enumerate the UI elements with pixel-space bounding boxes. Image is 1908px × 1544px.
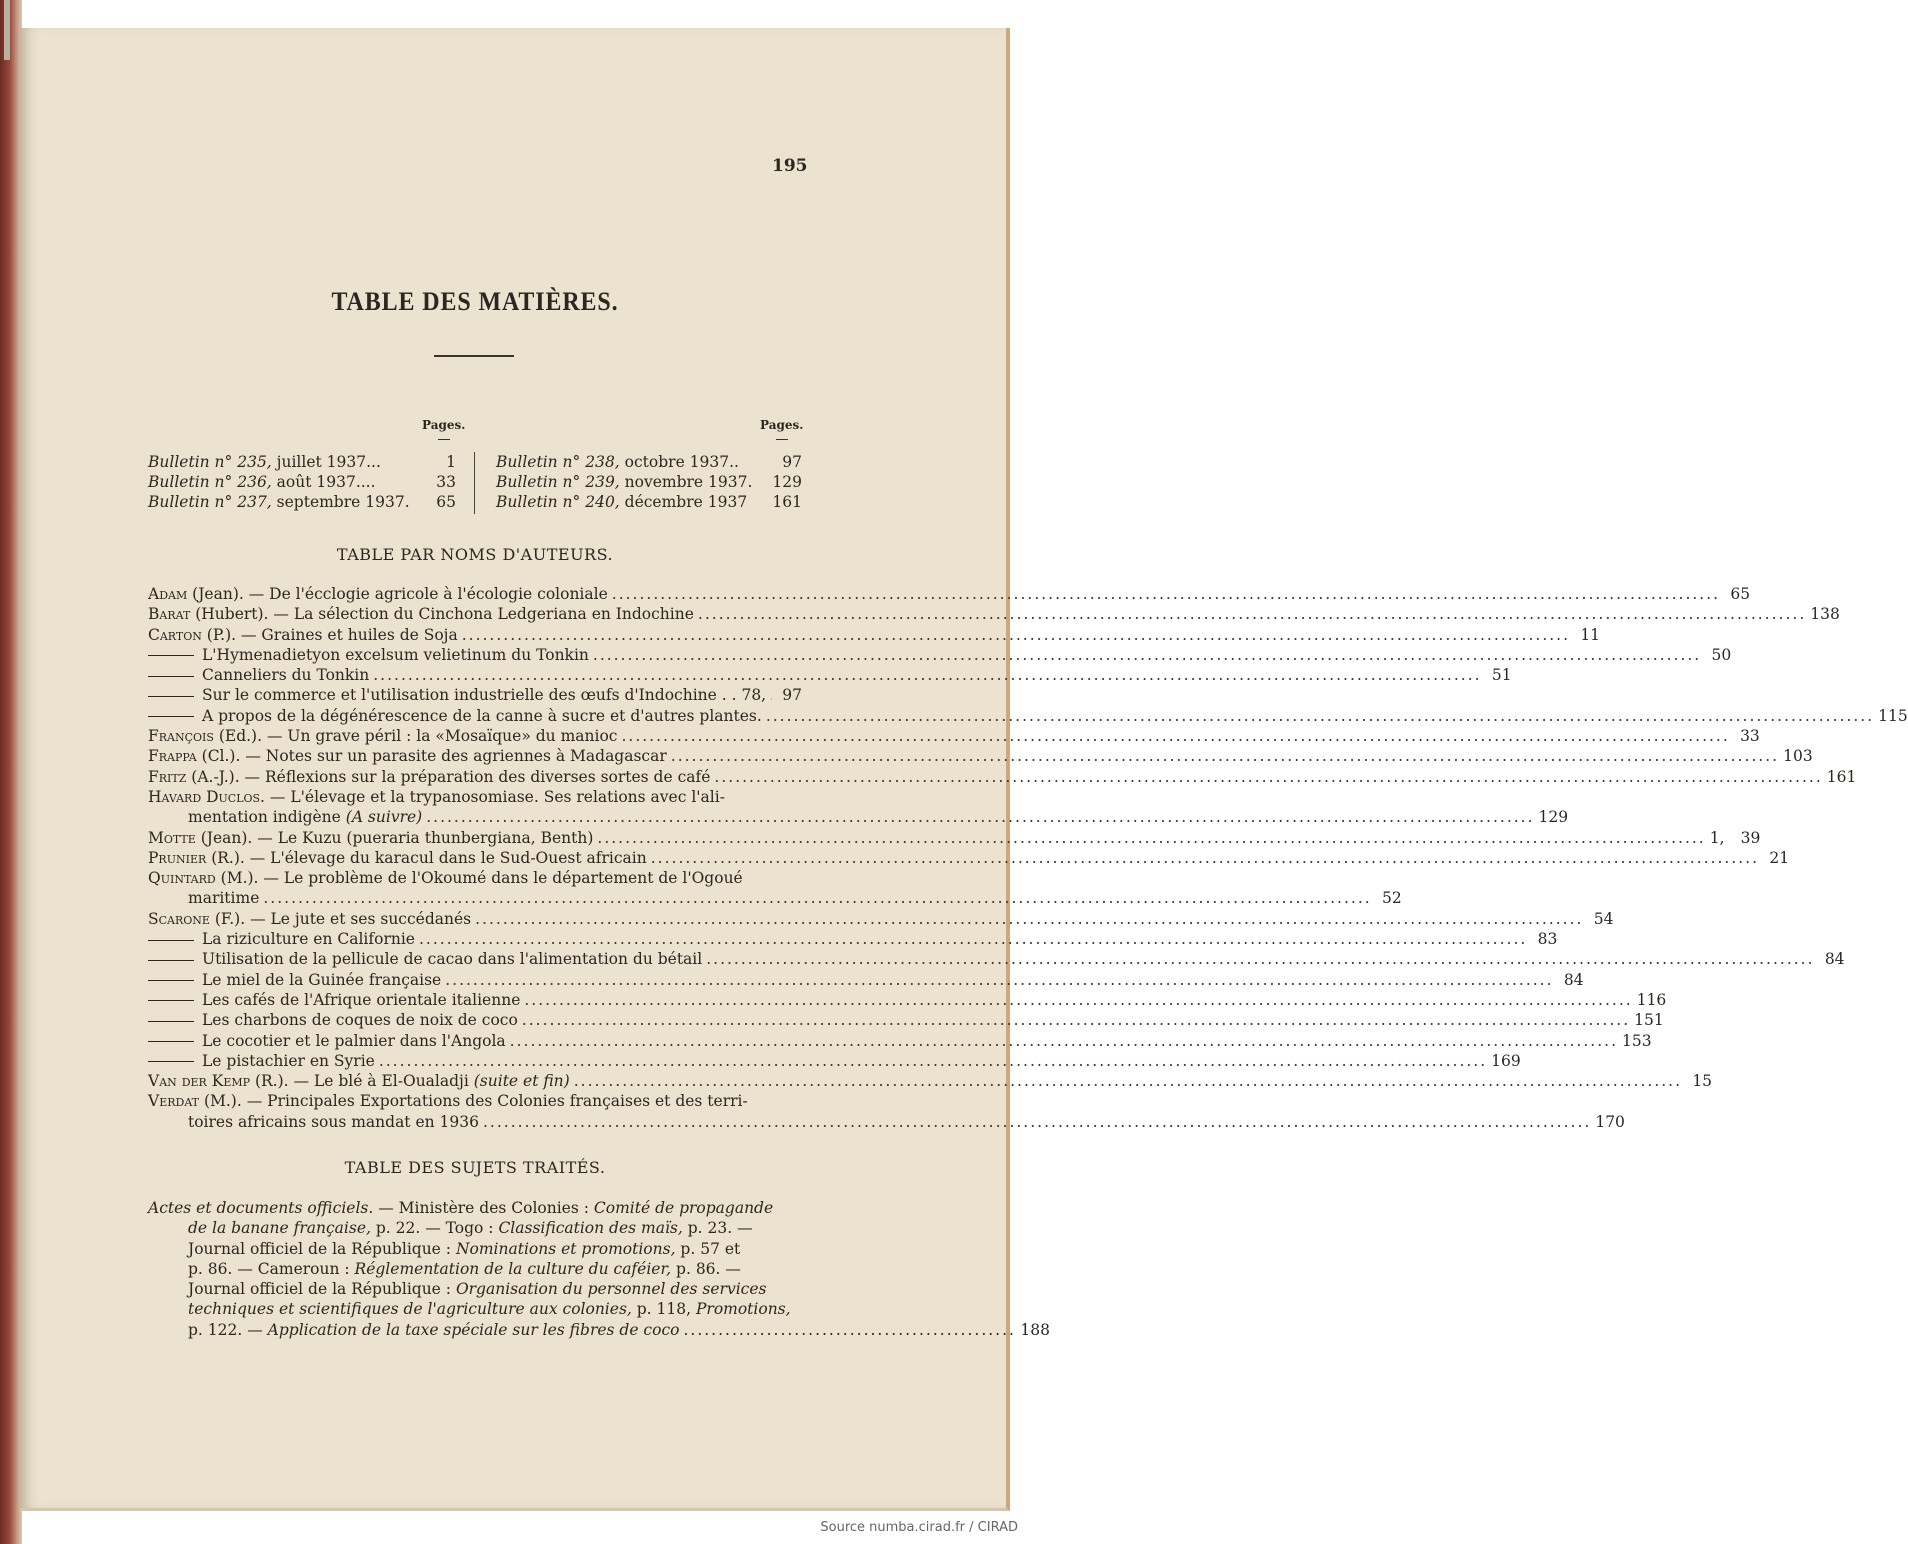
author-name: Havard Duclos. — [148, 787, 265, 806]
entry-title: De l'écclogie agricole à l'écologie coloniale — [269, 585, 608, 603]
entry-title: Notes sur un parasite des agriennes à Madagascar — [265, 747, 667, 766]
entry-title: Le miel de la Guinée française — [202, 970, 442, 989]
entry-page: 116 — [1636, 990, 1667, 1009]
entry-page: 103 — [1783, 747, 1813, 766]
leader-dots — [698, 604, 1806, 624]
leader-dots — [651, 848, 1759, 868]
author-entry — [148, 767, 1857, 787]
leader-dots — [483, 1112, 1591, 1132]
author-name: Carton — [148, 625, 202, 644]
subject-italic: de la banane française, — [188, 1219, 371, 1238]
ditto-dash — [148, 676, 194, 677]
author-entry — [148, 909, 1614, 929]
page-title: TABLE DES MATIÈRES. — [331, 287, 619, 316]
entry-page: 52 — [1381, 889, 1402, 908]
ditto-dash — [148, 980, 194, 981]
author-entry — [148, 685, 802, 705]
entry-title: Les charbons de coques de noix de coco — [202, 1011, 518, 1030]
bulletin-page: 1 — [446, 453, 456, 471]
author-entry-text — [148, 1051, 375, 1071]
subject-text: p. 122. — — [188, 1320, 268, 1339]
entry-page: 169 — [1491, 1051, 1521, 1070]
author-entry — [148, 970, 1584, 990]
author-entry — [148, 828, 1761, 848]
author-name: Motte — [148, 828, 196, 847]
entry-page: 21 — [1769, 848, 1790, 867]
entry-title: Le cocotier et le palmier dans l'Angola — [202, 1031, 506, 1050]
subject-line — [148, 1198, 802, 1218]
author-entry-text — [148, 949, 702, 969]
leader-dots — [379, 1051, 1487, 1071]
subject-line-text — [188, 1300, 791, 1318]
author-initials: (Ed.). — — [213, 727, 288, 746]
entry-page: 50 — [1711, 645, 1732, 664]
subject-text: p. 57 et — [675, 1239, 741, 1258]
book-spine — [0, 0, 22, 1544]
leader-dots — [621, 726, 1729, 746]
author-entry — [148, 726, 1760, 746]
subject-italic: Comité de propagande — [593, 1199, 774, 1217]
entry-title: La riziculture en Californie — [202, 930, 415, 949]
author-name: Prunier — [148, 848, 207, 867]
entry-page: 115 — [1878, 706, 1908, 725]
entry-title: Canneliers du Tonkin — [202, 666, 370, 685]
continuation-title: mentation indigène — [188, 808, 341, 827]
subject-line-text — [188, 1240, 740, 1258]
entry-title: Le jute et ses succédanés — [270, 909, 472, 928]
author-entry — [148, 746, 1813, 766]
ditto-dash — [148, 960, 194, 961]
entry-page: 54 — [1593, 909, 1614, 928]
subject-line — [148, 1259, 802, 1279]
bulletin-date: juillet 1937... — [271, 453, 381, 471]
author-initials: (M.). — — [215, 869, 284, 888]
subject-italic: Organisation du personnel des services — [455, 1280, 767, 1299]
leader-dots — [597, 828, 1705, 848]
author-entry — [148, 1031, 1652, 1051]
bulletin-page: 65 — [436, 493, 456, 511]
pages-header-right — [760, 415, 803, 440]
leader-dots — [574, 1071, 1682, 1091]
entry-title: Le blé à El-Oualadji — [313, 1072, 469, 1091]
entry-title: Les cafés de l'Afrique orientale italienne — [202, 990, 521, 1009]
author-entry — [148, 949, 1845, 969]
continuation-text — [188, 807, 422, 827]
author-entry — [148, 787, 802, 807]
author-initials: — — [264, 787, 291, 806]
author-initials: (Jean). — — [187, 585, 270, 603]
bulletin-label: Bulletin n° 240, — [496, 493, 620, 511]
subject-text: Journal officiel de la République : — [188, 1239, 456, 1258]
ditto-dash — [148, 1041, 194, 1042]
pages-header-left — [422, 415, 465, 440]
subject-italic: Application de la taxe spéciale sur les fibres de coco — [267, 1320, 680, 1339]
bulletin-page: 97 — [782, 453, 802, 471]
author-entry — [148, 929, 1558, 949]
entry-title-italic: (suite et fin) — [473, 1072, 570, 1091]
author-initials: (R.). — — [206, 848, 271, 867]
bulletin-date: août 1937.... — [271, 473, 376, 491]
ditto-dash — [148, 696, 194, 697]
author-entry-text — [148, 685, 766, 705]
author-entry-text — [148, 726, 617, 746]
bulletin-list-left — [148, 452, 456, 512]
entry-page: 97 — [782, 686, 802, 705]
subject-line-text — [188, 1260, 741, 1278]
subject-italic: Classification des maïs, — [498, 1219, 683, 1238]
bulletin-list-right — [496, 452, 802, 512]
author-name: Verdat — [148, 1092, 200, 1111]
author-entry — [148, 1091, 802, 1111]
leader-dots — [522, 1010, 1630, 1030]
author-entry — [148, 706, 1908, 726]
bulletin-label: Bulletin n° 235, — [148, 453, 272, 471]
entry-page: 188 — [1020, 1320, 1050, 1339]
continuation-text — [188, 1112, 479, 1132]
bulletin-date: décembre 1937 — [619, 493, 748, 511]
leader-dots — [462, 625, 1570, 645]
leader-dots — [671, 746, 1779, 766]
author-entry-continuation — [148, 807, 1569, 827]
author-entry-text — [148, 665, 369, 685]
author-entry-text — [148, 746, 667, 766]
bulletin-label: Bulletin n° 238, — [496, 453, 620, 471]
bulletin-page: 161 — [772, 493, 802, 511]
continuation-title: toires africains sous mandat en 1936 — [188, 1112, 479, 1131]
bulletin-page: 33 — [436, 473, 456, 491]
entry-page: 153 — [1622, 1031, 1652, 1050]
leader-dots: ................................................ — [683, 1320, 1016, 1339]
ditto-dash — [148, 655, 194, 656]
author-entry-text — [148, 848, 647, 868]
pages-label-left: Pages. — [422, 418, 466, 432]
entry-page: 65 — [1730, 585, 1751, 603]
entry-title: Réflexions sur la préparation des diverses sortes de café — [264, 767, 711, 786]
bulletin-page: 129 — [772, 473, 802, 491]
bulletin-label: Bulletin n° 239, — [496, 473, 620, 491]
subject-line-text — [188, 1280, 766, 1298]
author-entry — [148, 604, 1840, 624]
author-entry-text — [148, 990, 520, 1010]
author-entry-text — [148, 706, 762, 726]
ditto-dash — [148, 1021, 194, 1022]
author-entry — [148, 625, 1601, 645]
bulletin-row — [148, 492, 456, 512]
author-initials: (Jean). — — [195, 828, 278, 847]
author-entry-text — [148, 828, 593, 848]
author-name: Barat — [148, 605, 191, 624]
author-entry-text — [148, 1031, 506, 1051]
author-initials: (M.). — — [199, 1092, 268, 1111]
author-entry — [148, 1071, 1713, 1091]
author-entry — [148, 584, 1751, 604]
author-name: Frappa — [148, 747, 197, 766]
entry-title: L'élevage du karacul dans le Sud-Ouest africain — [270, 848, 647, 867]
author-name: Van der Kemp — [148, 1072, 251, 1091]
entry-title: A propos de la dégénérescence de la canne à sucre et d'autres plantes. — [202, 706, 762, 725]
leader-dots — [524, 990, 1632, 1010]
entry-page: 51 — [1491, 666, 1512, 685]
author-entry-text — [148, 767, 710, 787]
author-entry-text — [148, 1091, 748, 1111]
entry-page: 170 — [1595, 1112, 1625, 1131]
author-entry — [148, 645, 1732, 665]
leader-dots — [593, 645, 1701, 665]
subject-italic: Promotions, — [695, 1300, 791, 1319]
author-initials: (Hubert). — — [190, 605, 294, 624]
author-entry-continuation — [148, 888, 1402, 908]
subject-line — [148, 1299, 802, 1319]
subject-italic: Réglementation de la culture du caféier, — [354, 1259, 672, 1278]
entry-title: Principales Exportations des Colonies françaises et des terri- — [267, 1092, 748, 1111]
author-entry-text — [148, 970, 441, 990]
entry-page: 15 — [1692, 1072, 1713, 1091]
author-initials: (A.-J.). — — [186, 767, 265, 786]
entry-page: 83 — [1537, 930, 1558, 949]
author-entry-text — [148, 909, 471, 929]
authors-list — [148, 584, 1908, 1132]
subject-line — [148, 1279, 802, 1299]
continuation-title: maritime — [188, 889, 260, 908]
author-entry-text — [148, 584, 608, 604]
leader-dots — [714, 767, 1822, 787]
ditto-dash — [148, 716, 194, 717]
author-entry-continuation — [148, 1112, 1625, 1132]
subject-italic: Actes et documents officiels. — [148, 1199, 374, 1217]
entry-page: 84 — [1824, 950, 1845, 969]
subject-text: — Ministère des Colonies : — [373, 1199, 594, 1217]
author-initials: (R.). — — [250, 1072, 314, 1091]
bulletin-row — [496, 452, 802, 472]
title-rule — [434, 355, 514, 357]
authors-section-title: TABLE PAR NOMS D'AUTEURS. — [336, 545, 614, 564]
subject-line — [148, 1218, 802, 1238]
bulletin-row — [148, 472, 456, 492]
bulletin-date: novembre 1937. — [619, 473, 753, 491]
bulletin-label: Bulletin n° 236, — [148, 473, 272, 491]
author-entry-text — [148, 645, 589, 665]
author-entry-text — [148, 604, 694, 624]
entry-title: Le pistachier en Syrie — [202, 1051, 375, 1070]
subject-line-text — [148, 1199, 773, 1217]
entry-title: Graines et huiles de Soja — [261, 625, 458, 644]
subject-text: Journal officiel de la République : — [188, 1280, 456, 1299]
entry-title: Sur le commerce et l'utilisation industrielle des œufs d'Indochine . . 78, — [202, 686, 767, 705]
leader-dots — [510, 1031, 1618, 1051]
entry-page: 33 — [1740, 727, 1760, 746]
bulletin-row — [148, 452, 456, 472]
subjects-section-title: TABLE DES SUJETS TRAITÉS. — [344, 1158, 606, 1177]
bulletin-row — [496, 492, 802, 512]
author-entry — [148, 848, 1790, 868]
author-entry-text — [148, 625, 458, 645]
ditto-dash — [148, 940, 194, 941]
author-name: Quintard — [148, 869, 216, 888]
author-entry-text — [148, 1071, 570, 1091]
author-entry — [148, 990, 1667, 1010]
leader-dots — [770, 685, 772, 705]
subject-line — [148, 1239, 802, 1259]
author-initials: (P.). — — [201, 625, 262, 644]
author-initials: (Cl.). — — [196, 747, 266, 766]
leader-dots — [445, 970, 1553, 990]
continuation-italic: (A suivre) — [345, 808, 423, 827]
bulletin-row — [496, 472, 802, 492]
entry-title: L'Hymenadietyon excelsum velietinum du Tonkin — [202, 645, 589, 664]
ditto-dash — [148, 1061, 194, 1062]
subject-line-text — [188, 1219, 753, 1237]
entry-page-pre: 1, — [1709, 828, 1735, 847]
subjects-list — [148, 1198, 1050, 1340]
author-entry-text — [148, 1010, 518, 1030]
subject-italic: Nominations et promotions, — [455, 1239, 676, 1258]
bulletin-label: Bulletin n° 237, — [148, 493, 272, 511]
author-name: Scarone — [148, 909, 210, 928]
author-name: Adam — [148, 585, 188, 603]
entry-page: 11 — [1580, 625, 1601, 644]
author-entry — [148, 665, 1512, 685]
column-separator — [474, 452, 475, 514]
subject-text: p. 118, — [631, 1300, 696, 1319]
continuation-text — [188, 888, 259, 908]
author-entry — [148, 1051, 1521, 1071]
author-initials: (F.). — — [209, 909, 271, 928]
leader-dots — [419, 929, 1527, 949]
leader-dots — [426, 807, 1534, 827]
bulletin-date: septembre 1937. — [271, 493, 410, 511]
leader-dots — [612, 584, 1720, 604]
author-entry — [148, 868, 802, 888]
author-entry-text — [148, 929, 415, 949]
author-entry-text — [148, 787, 725, 807]
author-entry — [148, 1010, 1664, 1030]
subject-text: p. 86. — — [671, 1259, 741, 1278]
subject-text: p. 86. — Cameroun : — [188, 1259, 355, 1278]
author-name: François — [148, 727, 214, 746]
leader-dots — [373, 665, 1481, 685]
entry-page: 129 — [1538, 808, 1569, 827]
entry-title: Utilisation de la pellicule de cacao dans l'alimentation du bétail — [202, 950, 703, 969]
entry-page: 84 — [1563, 970, 1584, 989]
source-credit: Source numba.cirad.fr / CIRAD — [820, 1520, 1018, 1535]
entry-title: Le problème de l'Okoumé dans le département de l'Ogoué — [283, 869, 743, 888]
entry-page: 39 — [1740, 828, 1761, 847]
subject-italic: techniques et scientifiques de l'agriculture aux colonies, — [188, 1300, 632, 1319]
leader-dots — [706, 949, 1814, 969]
page-number: 195 — [772, 156, 808, 176]
entry-title: Un grave péril : la «Mosaïque» du manioc — [287, 727, 618, 746]
entry-title: Le Kuzu (pueraria thunbergiana, Benth) — [277, 828, 594, 847]
entry-title: La sélection du Cinchona Ledgeriana en Indochine — [293, 605, 694, 624]
subject-line-text — [188, 1320, 679, 1340]
author-entry-text — [148, 868, 743, 888]
ditto-dash — [148, 1000, 194, 1001]
subject-line — [148, 1320, 1050, 1340]
subject-text: p. 22. — Togo : — [370, 1219, 499, 1238]
entry-page: 138 — [1810, 605, 1840, 624]
leader-dots — [766, 706, 1874, 726]
pages-label-right: Pages. — [760, 418, 804, 432]
entry-page: 161 — [1826, 767, 1857, 786]
author-name: Fritz — [148, 767, 187, 786]
subject-text: p. 23. — — [682, 1219, 753, 1238]
bulletin-date: octobre 1937.. — [619, 453, 739, 471]
entry-title: L'élevage et la trypanosomiase. Ses relations avec l'ali- — [290, 787, 725, 806]
leader-dots — [263, 888, 1371, 908]
leader-dots — [475, 909, 1583, 929]
entry-page: 151 — [1634, 1011, 1664, 1030]
